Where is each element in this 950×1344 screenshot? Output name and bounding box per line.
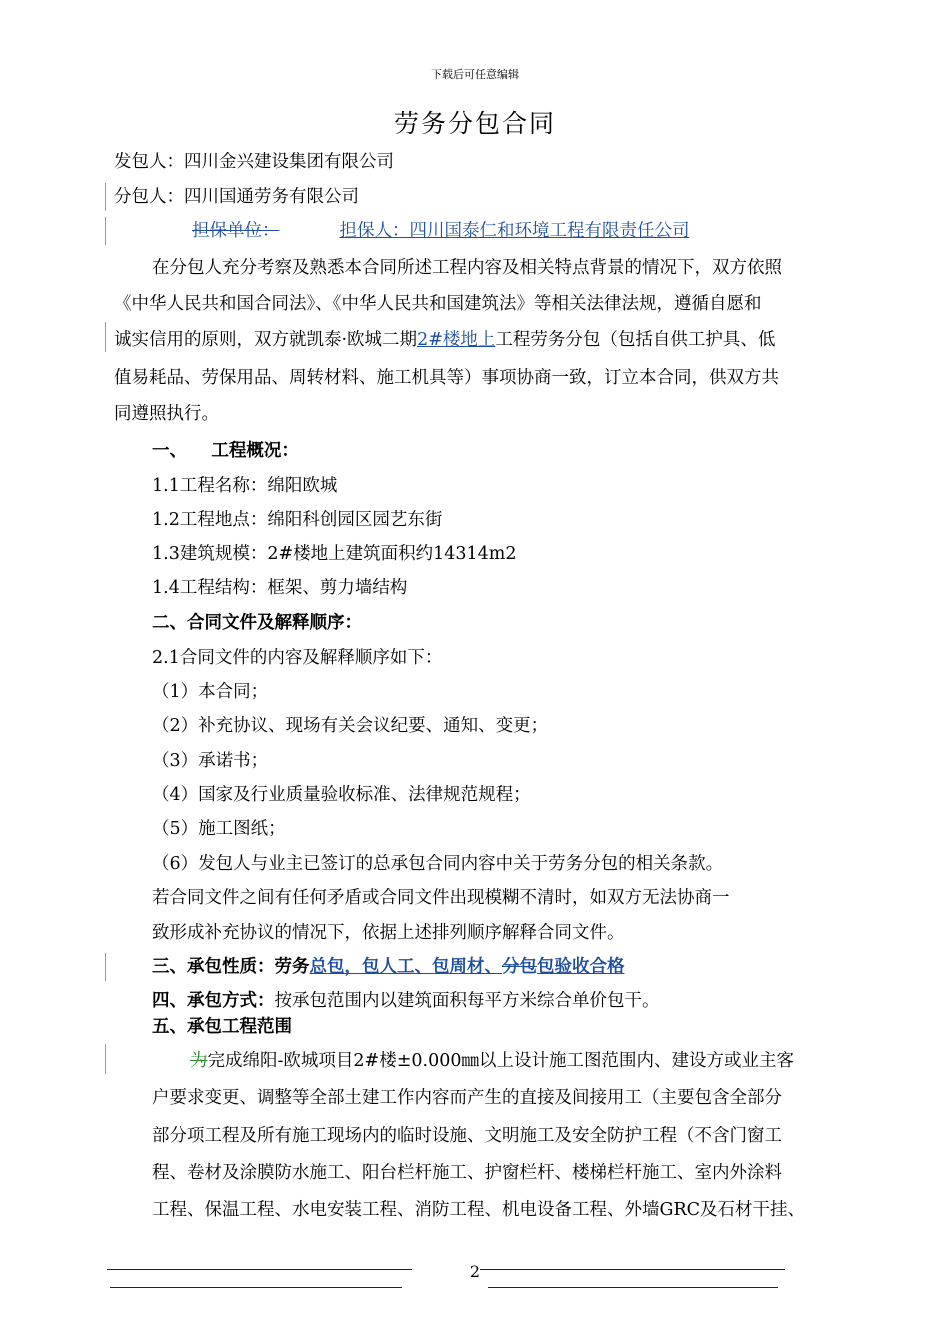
section4-heading: 四、承包方式： [152,991,275,1011]
guarantor-line [114,217,768,242]
section2-item: （2）补充协议、现场有关会议纪要、通知、变更； [152,716,549,736]
section2-heading: 二、合同文件及解释顺序： [152,613,362,633]
page-title: 劳务分包合同 [393,109,556,138]
section2-item: （4）国家及行业质量验收标准、法律规范规程； [152,785,531,805]
revision-bar [105,1044,106,1074]
deleted-spacer [690,221,768,241]
revision-bar [105,217,106,245]
revision-bar [105,953,106,981]
section5-heading: 五、承包工程范围 [152,1017,292,1037]
employer-line: 发包人：四川金兴建设集团有限公司 [114,152,394,172]
section5-line-4: 程、卷材及涂膜防水施工、阳台栏杆施工、护窗栏杆、楼梯栏杆施工、室内外涂料 [152,1163,782,1183]
guarantor-inserted: 担保人：四川国泰仁和环境工程有限责任公司 [339,221,690,241]
section3-mod-b: 包验收合格 [537,957,625,977]
deleted-spacer [280,221,340,241]
section5-line-2: 户要求变更、调整等全部土建工作内容而产生的直接及间接用工（主要包含全部分 [152,1088,782,1108]
section2-item: （6）发包人与业主已签订的总承包合同内容中关于劳务分包的相关条款。 [152,854,724,874]
section5-line-5: 工程、保温工程、水电安装工程、消防工程、机电设备工程、外墙GRC及石材干挂、 [152,1200,806,1220]
section3-deleted: 分包 [502,957,537,977]
building-link: 2#楼地上 [417,330,496,350]
footer-rule [110,1287,402,1288]
deleted-spacer [114,221,192,241]
section2-note-1: 若合同文件之间有任何矛盾或合同文件出现模糊不清时，如双方无法协商一 [152,888,730,908]
intro-line-3 [114,326,775,351]
section2-lead: 2.1合同文件的内容及解释顺序如下： [152,648,443,668]
intro-line-2: 《中华人民共和国合同法》、《中华人民共和国建筑法》等相关法律法规，遵循自愿和 [114,294,762,314]
revision-bar [105,322,106,352]
intro-line-5: 同遵照执行。 [114,404,219,424]
section5-line-1 [190,1047,794,1072]
subcontractor-line: 分包人：四川国通劳务有限公司 [114,187,359,207]
footer-rule [488,1287,778,1288]
section3-line [152,953,625,978]
guarantor-deleted: 担保单位： [192,221,280,241]
intro-line-4: 值易耗品、劳保用品、周转材料、施工机具等）事项协商一致，订立本合同，供双方共 [114,368,779,388]
section3-mod-a: 总包，包人工、包周材、 [309,957,502,977]
section2-item: （3）承诺书； [152,751,269,771]
section1-heading: 一、 工程概况： [152,441,299,461]
header-note: 下载后可任意编辑 [431,68,519,81]
page-number: 2 [469,1262,481,1281]
section5-line-3: 部分项工程及所有施工现场内的临时设施、文明施工及安全防护工程（不含门窗工 [152,1126,782,1146]
section1-item: 1.4工程结构：框架、剪力墙结构 [152,578,408,598]
section2-item: （1）本合同； [152,682,269,702]
section1-item: 1.2工程地点：绵阳科创园区园艺东街 [152,510,443,530]
revision-bar [105,183,106,211]
section5-line-1-text: 完成绵阳-欧城项目2#楼±0.000㎜以上设计施工图范围内、建设方或业主客 [207,1051,794,1071]
intro-line-3a: 诚实信用的原则，双方就凯泰·欧城二期 [114,330,418,350]
section2-note-2: 致形成补充协议的情况下，依据上述排列顺序解释合同文件。 [152,923,625,943]
section5-deleted-char: 为 [190,1051,208,1071]
intro-line-3b: 工程劳务分包（包括自供工护具、低 [495,330,776,350]
section4-line [152,987,660,1012]
section2-item: （5）施工图纸； [152,819,286,839]
section3-heading: 三、承包性质：劳务 [152,957,310,977]
section1-item: 1.1工程名称：绵阳欧城 [152,476,338,496]
section4-text: 按承包范围内以建筑面积每平方米综合单价包干。 [274,991,660,1011]
section1-item: 1.3建筑规模：2#楼地上建筑面积约14314m2 [152,544,517,564]
intro-line-1: 在分包人充分考察及熟悉本合同所述工程内容及相关特点背景的情况下，双方依照 [152,258,782,278]
